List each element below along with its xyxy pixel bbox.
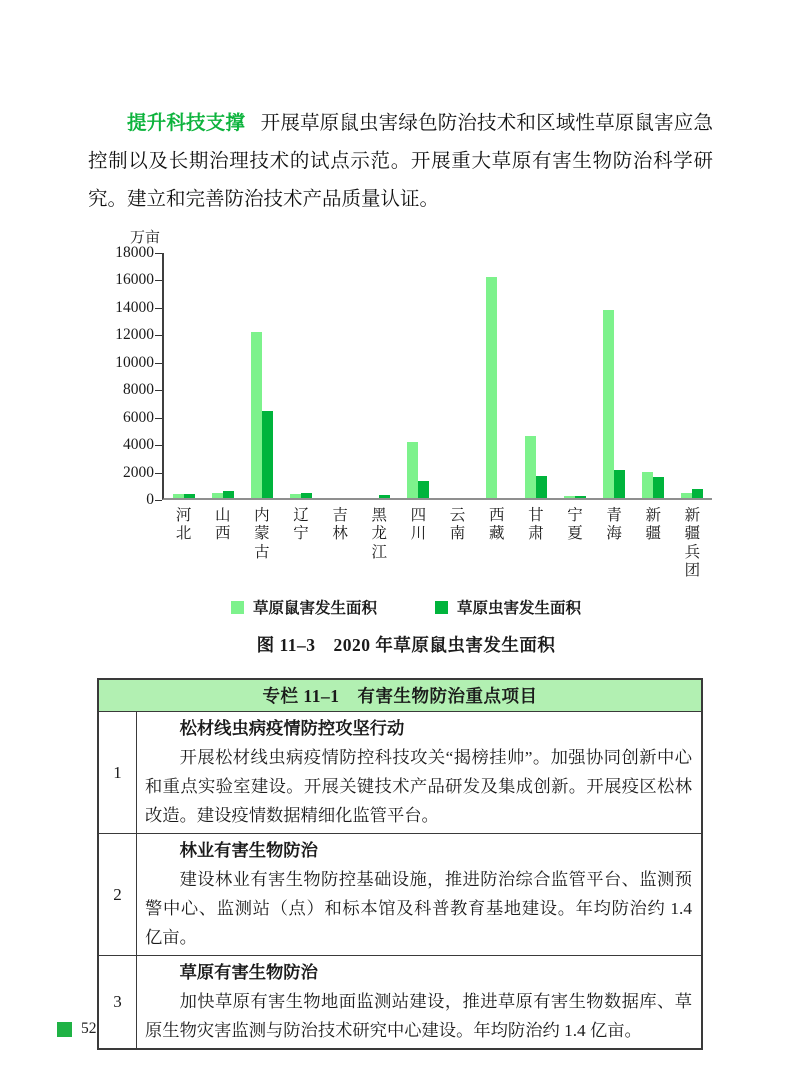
bar-groups xyxy=(164,253,712,498)
intro-paragraph xyxy=(88,104,713,219)
x-tick-label-text: 四川 xyxy=(410,507,427,543)
y-tick-mark xyxy=(155,390,162,391)
bar-rodent-10 xyxy=(564,496,575,498)
row-content xyxy=(137,712,701,833)
row-body: 建设林业有害生物防控基础设施，推进防治综合监管平台、监测预警中心、监测站（点）和标本馆及科普教育基地建设。年均防治约 1.4 亿亩。 xyxy=(145,870,692,947)
bar-group xyxy=(321,253,360,498)
bar-insect-0 xyxy=(184,494,195,498)
bar-group xyxy=(673,253,712,498)
bar-rodent-11 xyxy=(603,310,614,498)
x-tick-label xyxy=(555,507,594,580)
bar-group xyxy=(634,253,673,498)
x-tick-label xyxy=(477,507,516,580)
legend-swatch-insect xyxy=(435,601,448,614)
bar-insect-13 xyxy=(692,489,703,498)
y-tick-mark xyxy=(155,445,162,446)
bar-rodent-12 xyxy=(642,472,653,498)
footer-square-icon xyxy=(57,1022,72,1037)
row-title: 草原有害生物防治 xyxy=(179,963,318,982)
x-tick-label-text: 吉林 xyxy=(332,507,348,543)
x-tick-label-text: 内蒙古 xyxy=(254,507,270,561)
bar-insect-10 xyxy=(575,496,586,498)
x-tick-label-text: 新疆 xyxy=(645,507,662,543)
bar-group xyxy=(438,253,477,498)
y-axis-unit-label: 万亩 xyxy=(130,230,161,246)
bar-group xyxy=(516,253,555,498)
x-tick-label-text: 辽宁 xyxy=(293,507,309,543)
x-tick-label-text: 云南 xyxy=(449,507,466,543)
y-tick-label: 14000 xyxy=(115,298,154,316)
x-tick-label xyxy=(242,507,281,580)
bar-insect-9 xyxy=(536,476,547,498)
bar-group xyxy=(477,253,516,498)
row-content xyxy=(137,834,701,955)
pest-area-bar-chart xyxy=(100,226,712,657)
y-tick-label: 2000 xyxy=(123,463,154,481)
row-content xyxy=(137,956,701,1048)
row-number: 3 xyxy=(99,956,137,1048)
y-tick-label: 8000 xyxy=(123,381,154,399)
bar-insect-11 xyxy=(614,470,625,498)
y-axis xyxy=(100,244,162,508)
bar-insect-1 xyxy=(223,491,234,498)
bar-insect-6 xyxy=(418,481,429,498)
chart-legend xyxy=(100,596,712,618)
x-tick-label-text: 新疆兵团 xyxy=(684,507,701,579)
x-tick-label xyxy=(634,507,673,580)
x-tick-label-text: 黑龙江 xyxy=(371,507,388,561)
y-tick-mark xyxy=(155,500,162,501)
legend-item-insect xyxy=(435,596,581,618)
x-axis-labels xyxy=(164,507,712,580)
panel-row-2 xyxy=(99,833,701,955)
bar-group xyxy=(203,253,242,498)
y-tick-label: 16000 xyxy=(115,271,154,289)
y-tick-mark xyxy=(155,418,162,419)
y-tick-label: 10000 xyxy=(115,353,154,371)
chart-caption: 图 11–3 2020 年草原鼠虫害发生面积 xyxy=(256,635,556,656)
x-tick-label-text: 甘肃 xyxy=(528,507,544,543)
intro-lead-heading: 提升科技支撑 xyxy=(127,112,246,134)
bar-group xyxy=(399,253,438,498)
y-tick-mark xyxy=(155,335,162,336)
x-tick-label-text: 山西 xyxy=(214,507,231,543)
row-number: 1 xyxy=(99,712,137,833)
row-body: 开展松材线虫病疫情防控科技攻关“揭榜挂帅”。加强协同创新中心和重点实验室建设。开展关键技术产品研发及集成创新。开展疫区松林改造。建设疫情数据精细化监管平台。 xyxy=(145,748,692,825)
bar-rodent-13 xyxy=(681,493,692,498)
legend-item-rodent xyxy=(231,596,377,618)
x-tick-label-text: 青海 xyxy=(606,507,622,543)
x-tick-label xyxy=(399,507,438,580)
bar-rodent-1 xyxy=(212,493,223,498)
bar-group xyxy=(555,253,594,498)
bar-insect-12 xyxy=(653,477,664,498)
y-tick-label: 0 xyxy=(146,491,154,508)
page-footer xyxy=(57,1020,97,1038)
y-tick-label: 6000 xyxy=(123,408,154,426)
x-tick-label xyxy=(164,507,203,580)
intro-body-text: 开展草原鼠虫害绿色防治技术和区域性草原鼠害应急控制以及长期治理技术的试点示范。开展重大草原有害生物防治科学研究。建立和完善防治技术产品质量认证。 xyxy=(88,113,713,210)
x-tick-label xyxy=(595,507,634,580)
x-tick-label xyxy=(203,507,242,580)
x-tick-label-text: 西藏 xyxy=(488,507,505,543)
x-tick-label xyxy=(281,507,320,580)
x-tick-label xyxy=(321,507,360,580)
plot-area xyxy=(162,253,712,500)
bar-group xyxy=(164,253,203,498)
key-projects-panel xyxy=(97,678,703,1050)
y-tick-mark xyxy=(155,280,162,281)
row-number: 2 xyxy=(99,834,137,955)
y-tick-label: 4000 xyxy=(123,436,154,454)
bar-rodent-9 xyxy=(525,436,536,498)
row-title: 松材线虫病疫情防控攻坚行动 xyxy=(179,719,405,738)
bar-group xyxy=(242,253,281,498)
x-tick-label xyxy=(673,507,712,580)
legend-label: 草原虫害发生面积 xyxy=(457,600,582,618)
panel-row-3 xyxy=(99,955,701,1048)
legend-label: 草原鼠害发生面积 xyxy=(252,600,377,618)
bar-group xyxy=(595,253,634,498)
bar-group xyxy=(360,253,399,498)
y-tick-label: 18000 xyxy=(115,244,154,261)
row-title: 林业有害生物防治 xyxy=(179,841,318,860)
bar-insect-5 xyxy=(379,495,390,498)
bar-insect-3 xyxy=(301,493,312,498)
bar-rodent-3 xyxy=(290,494,301,498)
x-tick-label xyxy=(516,507,555,580)
panel-rows xyxy=(99,712,701,1048)
y-tick-mark xyxy=(155,473,162,474)
bar-rodent-6 xyxy=(407,442,418,498)
x-tick-label xyxy=(360,507,399,580)
bar-rodent-2 xyxy=(251,332,262,498)
y-tick-mark xyxy=(155,253,162,254)
bar-rodent-0 xyxy=(173,494,184,498)
bar-rodent-8 xyxy=(486,277,497,498)
panel-title: 专栏 11–1 有害生物防治重点项目 xyxy=(99,680,701,712)
x-tick-label xyxy=(438,507,477,580)
y-tick-mark xyxy=(155,363,162,364)
panel-row-1 xyxy=(99,712,701,833)
row-body: 加快草原有害生物地面监测站建设，推进草原有害生物数据库、草原生物灾害监测与防治技术研究中心建设。年均防治约 1.4 亿亩。 xyxy=(145,992,692,1040)
x-tick-label-text: 宁夏 xyxy=(567,507,583,543)
y-tick-mark xyxy=(155,308,162,309)
legend-swatch-rodent xyxy=(231,601,244,614)
bar-group xyxy=(281,253,320,498)
page-number: 52 xyxy=(81,1020,97,1037)
y-tick-label: 12000 xyxy=(115,326,154,344)
bar-insect-2 xyxy=(262,411,273,498)
x-tick-label-text: 河北 xyxy=(175,507,192,543)
